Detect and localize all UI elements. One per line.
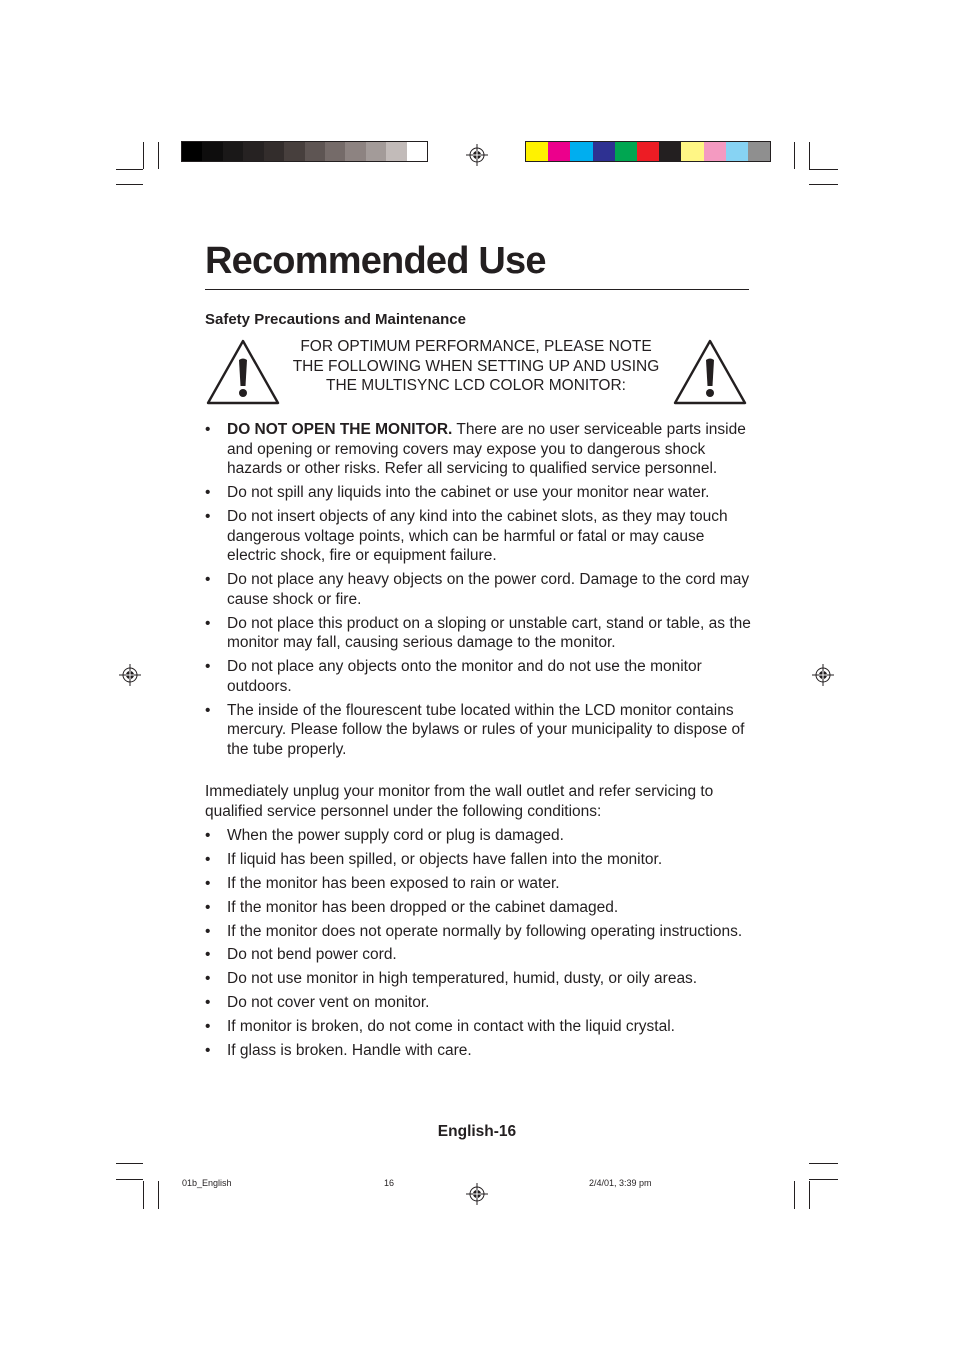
registration-mark-icon xyxy=(812,664,834,686)
precaution-text: Do not spill any liquids into the cabinet or use your monitor near water. xyxy=(227,484,710,502)
crop-mark xyxy=(143,142,144,169)
condition-item xyxy=(205,1041,755,1061)
bullet: • xyxy=(205,827,211,844)
condition-item xyxy=(205,826,755,846)
slug-file-name: 01b_English xyxy=(182,1178,232,1188)
bullet: • xyxy=(205,946,211,964)
precaution-text: The inside of the flourescent tube located within the LCD monitor contains mercury. Please follow the bylaws or rules of your municipality to dispose of the tube properly. xyxy=(227,701,745,758)
crop-mark xyxy=(809,1179,838,1180)
condition-text: Do not use monitor in high temperatured, humid, dusty, or oily areas. xyxy=(227,970,698,988)
color-swatch xyxy=(637,142,659,161)
warning-icon xyxy=(672,338,748,406)
color-swatch xyxy=(243,142,263,161)
condition-text: If glass is broken. Handle with care. xyxy=(227,1042,472,1060)
crop-mark xyxy=(158,1181,159,1209)
condition-text: If the monitor does not operate normally by following operating instructions. xyxy=(227,922,743,940)
color-swatch xyxy=(386,142,406,161)
condition-text: If liquid has been spilled, or objects have fallen into the monitor. xyxy=(227,850,663,868)
bullet: • xyxy=(205,874,211,892)
bullet: • xyxy=(205,571,211,589)
color-swatch xyxy=(202,142,222,161)
color-swatch xyxy=(615,142,637,161)
color-swatch xyxy=(570,142,592,161)
precaution-text: Do not place any objects onto the monitor and do not use the monitor outdoors. xyxy=(227,658,702,695)
registration-mark-icon xyxy=(466,1183,488,1205)
crop-mark xyxy=(158,142,159,169)
color-swatch xyxy=(345,142,365,161)
page-title: Recommended Use xyxy=(205,240,546,282)
color-swatch xyxy=(659,142,681,161)
warning-icon xyxy=(205,338,281,406)
conditions-list xyxy=(205,826,755,1065)
bullet: • xyxy=(205,1042,211,1060)
color-swatch xyxy=(407,142,427,161)
condition-text: When the power supply cord or plug is damaged. xyxy=(227,827,564,844)
color-swatch xyxy=(264,142,284,161)
color-swatch xyxy=(726,142,748,161)
precaution-item xyxy=(205,483,755,503)
color-swatch xyxy=(305,142,325,161)
crop-mark xyxy=(116,1163,143,1164)
crop-mark xyxy=(143,1181,144,1209)
warning-notice: FOR OPTIMUM PERFORMANCE, PLEASE NOTE THE FOLLOWING WHEN SETTING UP AND USING THE MULTISYNC LCD COLOR MONITOR: xyxy=(292,338,660,395)
registration-mark-icon xyxy=(119,664,141,686)
page-number: English-16 xyxy=(437,1123,517,1140)
crop-mark xyxy=(794,142,795,169)
precaution-item xyxy=(205,570,755,609)
precaution-item xyxy=(205,701,755,760)
color-swatch xyxy=(182,142,202,161)
color-swatch xyxy=(325,142,345,161)
color-swatch xyxy=(526,142,548,161)
color-swatch xyxy=(223,142,243,161)
precaution-item xyxy=(205,657,755,696)
crop-mark xyxy=(809,184,838,185)
color-swatch xyxy=(593,142,615,161)
condition-text: If the monitor has been dropped or the cabinet damaged. xyxy=(227,898,619,916)
precaution-item xyxy=(205,420,755,479)
crop-mark xyxy=(809,1181,810,1209)
slug-timestamp: 2/4/01, 3:39 pm xyxy=(589,1178,652,1188)
condition-text: If monitor is broken, do not come in contact with the liquid crystal. xyxy=(227,1018,675,1036)
crop-mark xyxy=(809,169,838,170)
precaution-lead: DO NOT OPEN THE MONITOR. xyxy=(227,421,453,438)
condition-item xyxy=(205,898,755,918)
condition-item xyxy=(205,850,755,870)
condition-item xyxy=(205,993,755,1013)
precaution-text: Do not insert objects of any kind into the cabinet slots, as they may touch dangerous voltage points, which can be harmful or fatal or may cause electric shock, fire or equipment failure. xyxy=(227,507,728,565)
title-rule xyxy=(205,289,749,290)
precaution-item xyxy=(205,507,755,566)
bullet: • xyxy=(205,421,211,438)
bullet: • xyxy=(205,850,211,868)
unplug-paragraph: Immediately unplug your monitor from the wall outlet and refer servicing to qualified service personnel under the following conditions: xyxy=(205,783,714,820)
condition-item xyxy=(205,969,755,989)
precaution-text: Do not place any heavy objects on the power cord. Damage to the cord may cause shock or fire. xyxy=(227,571,750,608)
crop-mark xyxy=(809,1163,838,1164)
bullet: • xyxy=(205,922,211,940)
crop-mark xyxy=(809,142,810,169)
color-swatch xyxy=(748,142,770,161)
bullet: • xyxy=(205,484,211,502)
condition-text: Do not cover vent on monitor. xyxy=(227,994,430,1012)
condition-item xyxy=(205,945,755,965)
slug-page: 16 xyxy=(384,1178,395,1188)
color-swatch xyxy=(548,142,570,161)
color-swatch xyxy=(366,142,386,161)
bullet: • xyxy=(205,658,211,676)
condition-text: Do not bend power cord. xyxy=(227,946,397,964)
crop-mark xyxy=(794,1181,795,1209)
precaution-item xyxy=(205,614,755,653)
precautions-list xyxy=(205,420,755,764)
bullet: • xyxy=(205,994,211,1012)
color-swatch xyxy=(284,142,304,161)
crop-mark xyxy=(116,1179,143,1180)
crop-mark xyxy=(116,169,143,170)
condition-item xyxy=(205,1017,755,1037)
grayscale-color-bar xyxy=(181,141,428,162)
bullet: • xyxy=(205,898,211,916)
bullet: • xyxy=(205,970,211,988)
condition-text: If the monitor has been exposed to rain or water. xyxy=(227,874,560,892)
process-color-bar xyxy=(525,141,771,162)
condition-item xyxy=(205,922,755,942)
precaution-text: There are no user serviceable parts inside and opening or removing covers may expose you to dangerous shock hazards or other risks. Refer all servicing to qualified service personnel. xyxy=(227,421,746,478)
section-heading: Safety Precautions and Maintenance xyxy=(205,311,466,328)
bullet: • xyxy=(205,507,211,525)
bullet: • xyxy=(205,614,211,632)
color-swatch xyxy=(704,142,726,161)
registration-mark-icon xyxy=(466,144,488,166)
condition-item xyxy=(205,874,755,894)
precaution-text: Do not place this product on a sloping or unstable cart, stand or table, as the monitor may fall, causing serious damage to the monitor. xyxy=(227,614,751,652)
color-swatch xyxy=(681,142,703,161)
bullet: • xyxy=(205,1018,211,1036)
crop-mark xyxy=(116,184,143,185)
bullet: • xyxy=(205,701,211,719)
